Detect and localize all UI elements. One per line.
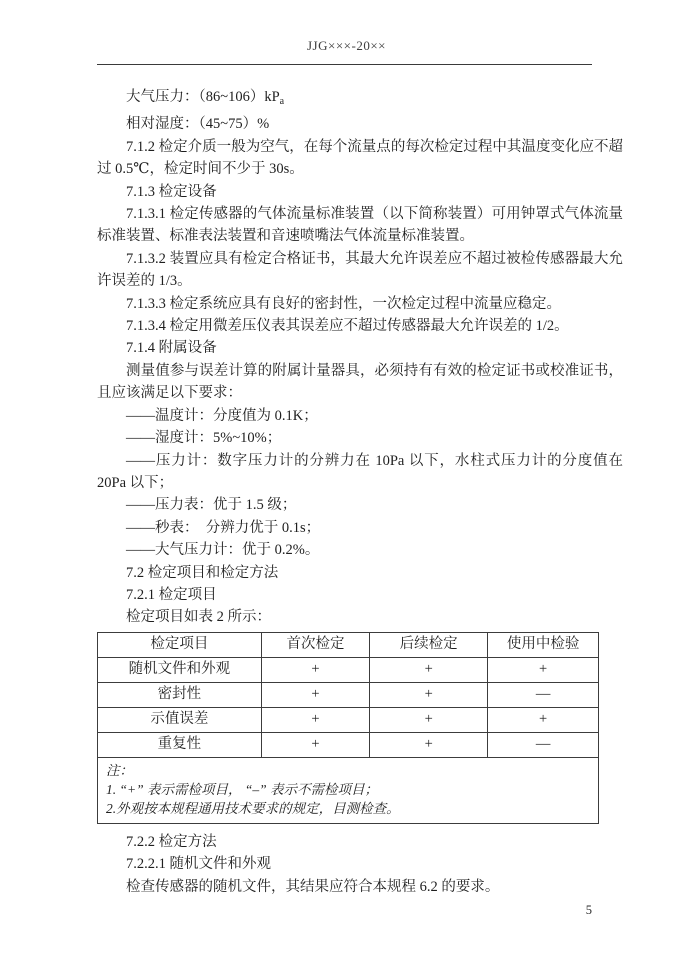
atmospheric-pressure-text: 大气压力：（86~106）kP [126,89,280,105]
heading-7-2-1: 7.2.1 检定项目 [126,586,217,603]
table-cell-value: + [370,732,488,757]
table-cell-value: + [370,707,488,732]
table-header-row [98,632,599,657]
table-cell-value: + [370,657,488,682]
heading-7-2-2: 7.2.2 检定方法 [126,833,217,850]
list-item-stopwatch: ——秒表： 分辨力优于 0.1s； [126,519,321,536]
list-item-pressure-gauge-digital: ——压力计：数字压力计的分辨力在 10Pa 以下，水柱式压力计的分度值在 20Pa 以下； [97,452,623,491]
table-note-1: 1. “+” 表示需检项目， “–” 表示不需检项目； [106,781,379,797]
table-row [98,657,599,682]
table-cell-item: 密封性 [98,682,262,707]
table-cell-value: + [261,732,369,757]
heading-7-1-3: 7.1.3 检定设备 [126,183,217,200]
paragraph-relative-humidity: 相对湿度：（45~75）% [126,116,270,133]
document-content [97,86,623,898]
table-row [98,682,599,707]
paragraph-auxiliary-instruments: 测量值参与误差计算的附属计量器具，必须持有有效的检定证书或校准证书，且应该满足以下要求： [97,362,623,402]
heading-7-1-4: 7.1.4 附属设备 [126,340,217,357]
table-cell-value: + [261,707,369,732]
table-row [98,732,599,757]
table-cell-item: 示值误差 [98,707,262,732]
list-item-thermometer: ——温度计：分度值为 0.1K； [126,407,318,424]
table-header-subsequent-verification: 后续检定 [370,632,488,657]
paragraph-7-1-3-4: 7.1.3.4 检定用微差压仪表其误差应不超过传感器最大允许误差的 1/2。 [126,318,569,335]
paragraph-7-1-3-1: 7.1.3.1 检定传感器的气体流量标准装置（以下简称装置）可用钟罩式气体流量标准装置、标准表法装置和音速喷嘴法气体流量标准装置。 [97,206,623,245]
heading-7-2: 7.2 检定项目和检定方法 [126,564,279,581]
table-header-item: 检定项目 [98,632,262,657]
table-note-title: 注： [106,762,133,778]
table-cell-value: + [261,657,369,682]
table-note-2: 2.外观按本规程通用技术要求的规定，目测检查。 [106,800,400,816]
kpa-subscript: a [279,96,285,107]
paragraph-atmospheric-pressure [97,86,623,113]
table-cell-item: 重复性 [98,732,262,757]
document-header: JJG×××-20×× [307,38,386,53]
paragraph-table-intro: 检定项目如表 2 所示： [126,609,271,626]
paragraph-7-2-2-1-body: 检查传感器的随机文件，其结果应符合本规程 6.2 的要求。 [126,878,500,895]
table-cell-value: + [261,682,369,707]
list-item-hygrometer: ——湿度计：5%~10%； [126,430,282,447]
paragraph-7-1-3-2: 7.1.3.2 装置应具有检定合格证书，其最大允许误差应不超过被检传感器最大允许误差的 1/3。 [97,250,623,290]
table-header-inuse-inspection: 使用中检验 [488,632,599,657]
list-item-pressure-meter: ——压力表：优于 1.5 级； [126,497,297,514]
page-number: 5 [585,903,592,917]
header-rule [97,64,592,65]
table-cell-value: + [488,707,599,732]
table-notes-row [98,757,599,823]
table-header-first-verification: 首次检定 [261,632,369,657]
paragraph-7-1-3-3: 7.1.3.3 检定系统应具有良好的密封性，一次检定过程中流量应稳定。 [126,295,561,312]
table-cell-value: — [488,682,599,707]
table-cell-value: — [488,732,599,757]
table-row [98,707,599,732]
heading-7-2-2-1: 7.2.2.1 随机文件和外观 [126,856,271,873]
table-notes-cell [98,757,599,823]
paragraph-7-1-2: 7.1.2 检定介质一般为空气，在每个流量点的每次检定过程中其温度变化应不超过 0.5℃，检定时间不少于 30s。 [97,138,623,178]
table-cell-value: + [488,657,599,682]
table-cell-value: + [370,682,488,707]
table-cell-item: 随机文件和外观 [98,657,262,682]
verification-items-table [97,632,599,824]
list-item-barometer: ——大气压力计：优于 0.2%。 [126,542,320,559]
